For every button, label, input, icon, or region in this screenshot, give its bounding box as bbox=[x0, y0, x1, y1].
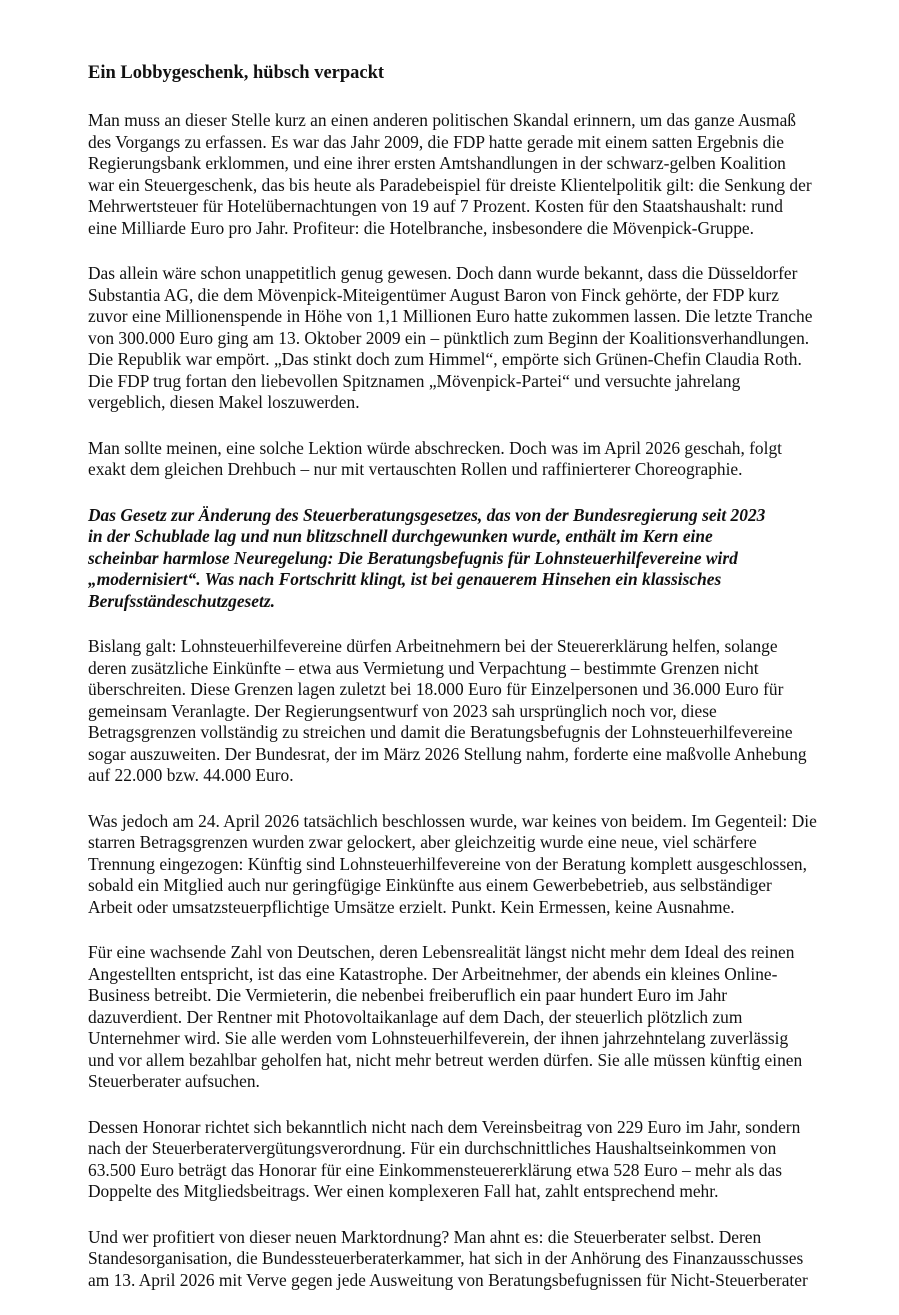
text-line: Regierungsbank erklommen, und eine ihrer ersten Amtshandlungen in der schwarz-gelben Koalition bbox=[88, 153, 786, 173]
paragraph bbox=[88, 636, 828, 787]
text-line: Was jedoch am 24. April 2026 tatsächlich beschlossen wurde, war keines von beidem. Im Gegenteil: Die bbox=[88, 810, 817, 831]
text-line: Substantia AG, die dem Mövenpick-Miteigentümer August Baron von Finck gehörte, der FDP kurz bbox=[88, 284, 780, 305]
text-line: Und wer profitiert von dieser neuen Marktordnung? Man ahnt es: die Steuerberater selbst. Deren bbox=[88, 1226, 762, 1247]
emphasized-paragraph bbox=[88, 505, 828, 613]
text-line: sogar auszuweiten. Der Bundesrat, der im März 2026 Stellung nahm, forderte eine maßvolle Anhebung bbox=[88, 743, 807, 764]
text-line: exakt dem gleichen Drehbuch – nur mit vertauschten Rollen und raffinierterer Choreographie. bbox=[88, 459, 743, 479]
text-line: Mehrwertsteuer für Hotelübernachtungen von 19 auf 7 Prozent. Kosten für den Staatshaushalt: rund bbox=[88, 196, 783, 216]
text-line: des Vorgangs zu erfassen. Es war das Jahr 2009, die FDP hatte gerade mit einem satten Ergebnis die bbox=[88, 131, 784, 152]
text-line: Für eine wachsende Zahl von Deutschen, deren Lebensrealität längst nicht mehr dem Ideal des reinen bbox=[88, 942, 795, 962]
text-line: Business betreibt. Die Vermieterin, die nebenbei freiberuflich ein paar hundert Euro im Jahr bbox=[88, 985, 728, 1005]
text-line: Bislang galt: Lohnsteuerhilfevereine dürfen Arbeitnehmern bei der Steuererklärung helfen, solange bbox=[88, 636, 778, 656]
text-line: am 13. April 2026 mit Verve gegen jede Ausweitung von Beratungsbefugnissen für Nicht-Steuerberater bbox=[88, 1269, 808, 1290]
text-line: war ein Steuergeschenk, das bis heute als Paradebeispiel für dreiste Klientelpolitik gilt: die Senkung der bbox=[88, 174, 812, 195]
text-line: Das allein wäre schon unappetitlich genug gewesen. Doch dann wurde bekannt, dass die Düsseldorfer bbox=[88, 263, 798, 283]
text-line: Die Republik war empört. „Das stinkt doch zum Himmel“, empörte sich Grünen-Chefin Claudia Roth. bbox=[88, 349, 802, 369]
text-line: eine Milliarde Euro pro Jahr. Profiteur: die Hotelbranche, insbesondere die Mövenpick-Gruppe. bbox=[88, 217, 754, 238]
paragraph bbox=[88, 438, 828, 481]
text-line: von 300.000 Euro ging am 13. Oktober 2009 ein – pünktlich zum Beginn der Koalitionsverhandlungen. bbox=[88, 327, 810, 348]
paragraph bbox=[88, 263, 828, 414]
article-heading: Ein Lobbygeschenk, hübsch verpackt bbox=[88, 63, 385, 83]
text-line: Man sollte meinen, eine solche Lektion würde abschrecken. Doch was im April 2026 geschah, folgt bbox=[88, 437, 782, 458]
text-line: nach der Steuerberatervergütungsverordnung. Für ein durchschnittliches Haushaltseinkommen von bbox=[88, 1138, 777, 1158]
text-line: überschreiten. Diese Grenzen lagen zuletzt bei 18.000 Euro für Einzelpersonen und 36.000 Euro für bbox=[88, 679, 784, 699]
text-line: 63.500 Euro beträgt das Honorar für eine Einkommensteuererklärung etwa 528 Euro – mehr als das bbox=[88, 1159, 782, 1180]
text-line: Unternehmer wird. Sie alle werden vom Lohnsteuerhilfeverein, der ihnen jahrzehntelang zuverlässig bbox=[88, 1028, 789, 1048]
text-line: Man muss an dieser Stelle kurz an einen anderen politischen Skandal erinnern, um das ganze Ausmaß bbox=[88, 110, 796, 130]
paragraph-container bbox=[88, 110, 828, 1291]
text-line: Berufsständeschutzgesetz. bbox=[88, 590, 275, 611]
text-line: Dessen Honorar richtet sich bekanntlich nicht nach dem Vereinsbeitrag von 229 Euro im Jahr, sondern bbox=[88, 1116, 801, 1137]
text-line: deren zusätzliche Einkünfte – etwa aus Vermietung und Verpachtung – bestimmte Grenzen nicht bbox=[88, 657, 759, 678]
text-line: Standesorganisation, die Bundessteuerberaterkammer, hat sich in der Anhörung des Finanzausschusses bbox=[88, 1248, 804, 1268]
paragraph bbox=[88, 1227, 828, 1292]
text-line: zuvor eine Millionenspende in Höhe von 1,1 Millionen Euro hatte zukommen lassen. Die letzte Tranche bbox=[88, 306, 813, 326]
text-line: auf 22.000 bzw. 44.000 Euro. bbox=[88, 765, 294, 785]
text-line: Die FDP trug fortan den liebevollen Spitznamen „Mövenpick-Partei“ und versuchte jahrelang bbox=[88, 370, 741, 391]
text-line: in der Schublade lag und nun blitzschnell durchgewunken wurde, enthält im Kern eine bbox=[88, 526, 713, 546]
article-body bbox=[88, 61, 828, 1315]
paragraph bbox=[88, 1117, 828, 1203]
text-line: Das Gesetz zur Änderung des Steuerberatungsgesetzes, das von der Bundesregierung seit 2023 bbox=[88, 504, 766, 525]
text-line: gemeinsam Veranlagte. Der Regierungsentwurf von 2023 sah ursprünglich noch vor, diese bbox=[88, 700, 717, 721]
text-line: und vor allem bezahlbar geholfen hat, nicht mehr betreut werden dürfen. Sie alle müssen künftig einen bbox=[88, 1049, 803, 1070]
text-line: „modernisiert“. Was nach Fortschritt klingt, ist bei genauerem Hinsehen ein klassisches bbox=[88, 569, 722, 589]
text-line: Arbeit oder umsatzsteuerpflichtige Umsätze erzielt. Punkt. Kein Ermessen, keine Ausnahme. bbox=[88, 896, 735, 917]
text-line: sobald ein Mitglied auch nur geringfügige Einkünfte aus einem Gewerbebetrieb, aus selbständiger bbox=[88, 875, 772, 895]
paragraph bbox=[88, 942, 828, 1093]
text-line: vergeblich, diesen Makel loszuwerden. bbox=[88, 392, 360, 412]
text-line: Trennung eingezogen: Künftig sind Lohnsteuerhilfevereine von der Beratung komplett ausgeschlossen, bbox=[88, 853, 807, 874]
text-line: starren Betragsgrenzen wurden zwar gelockert, aber gleichzeitig wurde eine neue, viel schärfere bbox=[88, 832, 757, 852]
text-line: dazuverdient. Der Rentner mit Photovoltaikanlage auf dem Dach, der steuerlich plötzlich zum bbox=[88, 1006, 743, 1027]
text-line: Doppelte des Mitgliedsbeitrags. Wer einen komplexeren Fall hat, zahlt entsprechend mehr. bbox=[88, 1181, 719, 1201]
text-line: scheinbar harmlose Neuregelung: Die Beratungsbefugnis für Lohnsteuerhilfevereine wird bbox=[88, 547, 738, 568]
paragraph bbox=[88, 811, 828, 919]
text-line: Angestellten entspricht, ist das eine Katastrophe. Der Arbeitnehmer, der abends ein kleines Online- bbox=[88, 963, 778, 984]
paragraph bbox=[88, 110, 828, 239]
text-line: Steuerberater aufsuchen. bbox=[88, 1071, 260, 1091]
text-line: Betragsgrenzen vollständig zu streichen und damit die Beratungsbefugnis der Lohnsteuerhilfevereine bbox=[88, 722, 793, 742]
